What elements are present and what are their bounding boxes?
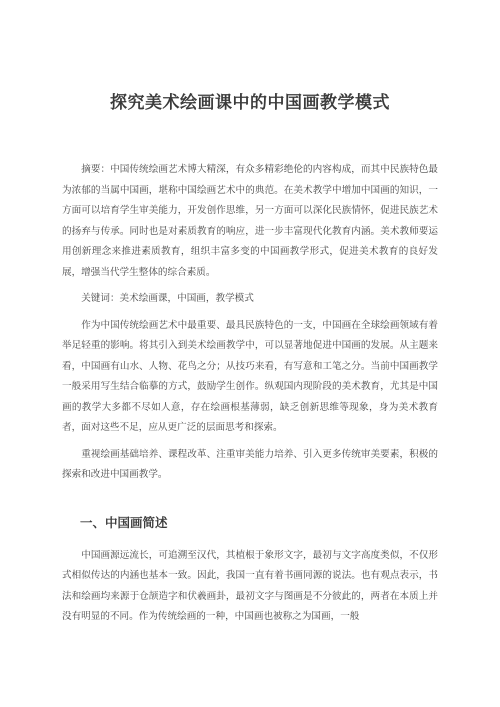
section-heading-1: 一、中国画简述 xyxy=(80,514,168,530)
abstract-paragraph: 摘要：中国传统绘画艺术博大精深，有众多精彩绝伦的内容构成，而其中民族特色最为浓郁的当属中国画，堪称中国绘画艺术中的典范。在美术教学中增加中国画的知识，一方面可以培育学生审美能力，开发创作思维，另一方面可以深化民族情怀，促进民族艺术的扬弃与传承。同时也是对素质教育的响应，进一步丰富现代化教育内涵。美术教师要运用创新理念来推进素质教育，组织丰富多变的中国画教学形式，促进美术教育的良好发展，增强当代学生整体的综合素质。 xyxy=(62,164,438,278)
keywords-paragraph: 关键词：美术绘画课，中国画，教学模式 xyxy=(81,293,254,304)
body-paragraph-1: 作为中国传统绘画艺术中最重要、最具民族特色的一支，中国画在全球绘画领域有着举足轻重的影响。将其引入到美术绘画教学中，可以显著地促进中国画的发展。从主题来看，中国画有山水、人物、花鸟之分；从技巧来看，有写意和工笔之分。当前中国画教学一般采用写生结合临摹的方式，鼓励学生创作。纵观国内现阶段的美术教育，尤其是中国画的教学大多都不尽如人意，存在绘画根基薄弱，缺乏创新思维等现象，身为美术教育者，面对这些不足，应从更广泛的层面思考和探索。 xyxy=(62,319,438,433)
document-title: 探究美术绘画课中的中国画教学模式 xyxy=(110,93,390,113)
body-paragraph-2: 重视绘画基础培养、课程改革、注重审美能力培养、引入更多传统审美要素，积极的探索和改进中国画教学。 xyxy=(62,448,438,480)
body-paragraph-3: 中国画源远流长，可追溯至汉代，其植根于象形文字，最初与文字高度类似，不仅形式相似传达的内涵也基本一致。因此，我国一直有着书画同源的说法。也有观点表示，书法和绘画均来源于仓颉造字和伏羲画卦，最初文字与图画是不分彼此的，两者在本质上并没有明显的不同。作为传统绘画的一种，中国画也被称之为国画，一般 xyxy=(62,549,438,622)
